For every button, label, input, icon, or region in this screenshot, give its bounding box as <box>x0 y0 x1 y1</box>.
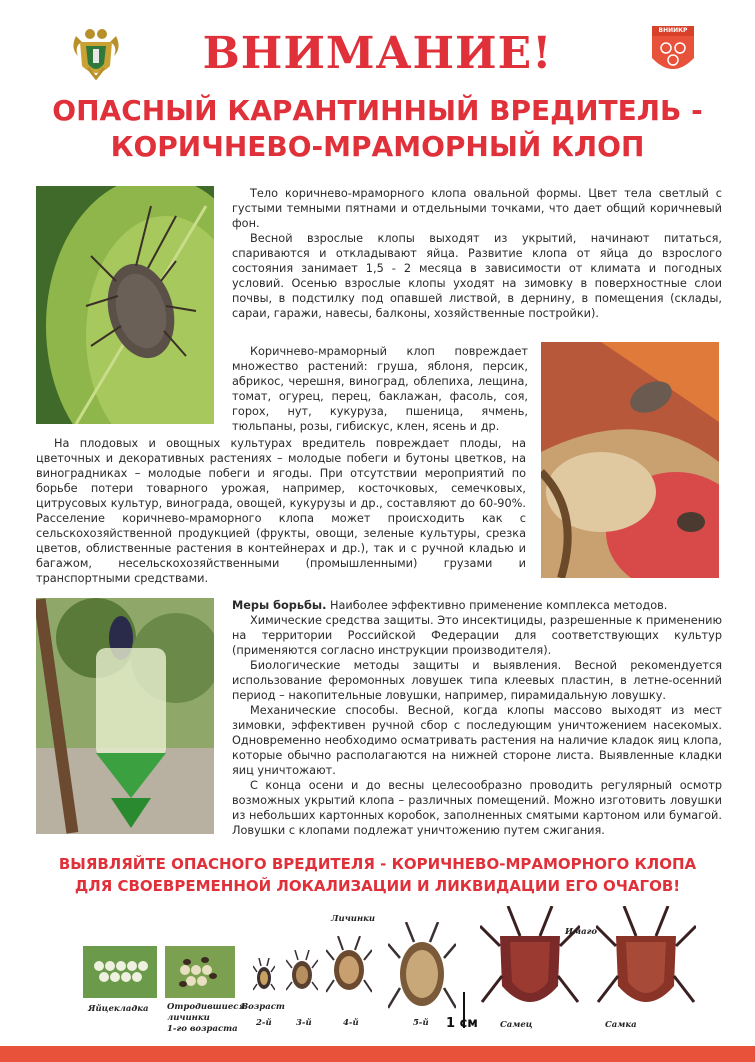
label-stage-3: 3-й <box>296 1018 312 1028</box>
plants-text <box>232 344 528 434</box>
label-imago: Имаго <box>565 927 598 937</box>
intro-paragraph: Весной взрослые клопы выходят из укрытий, начинают питаться, спариваются и откладывают яйца. Развитие клопа от яйца до взрослого состояния занимает 1,5 - 2 месяца в зависимости от климата и погодных условий. Осенью взрослые клопы уходят на зимовку в поверхностные слои почвы, в подстилку под опавшей листвой, в дернину, в помещения (склады, сараи, гаражи, навесы, балконы, хозяйственные постройки). <box>232 232 722 320</box>
nymph-stage-3-icon <box>286 950 318 994</box>
measures-heading: Меры борьбы. <box>232 599 327 612</box>
measures-lead: Наиболее эффективно применение комплекса методов. <box>330 599 668 612</box>
nymph-stage-5-icon <box>388 922 456 1014</box>
label-male: Самец <box>500 1020 533 1030</box>
intro-paragraph: Тело коричнево-мраморного клопа овальной формы. Цвет тела светлый с густыми темными пятнами и отдельными точками, что дает общий коричневый фон. <box>232 187 722 230</box>
damage-paragraph: На плодовых и овощных культурах вредитель повреждает плоды, на цветочных и декоративных растениях – молодые побеги и бутоны цветков, на виноградниках – молодые побеги и ягоды. При отсутствии мероприятий по борьбе потери товарного урожая, например, косточковых, семечковых, цитрусовых культур, винограда, овощей, кукурузы и др., составляют до 60-90%. Расселение коричнево-мраморного клопа может происходить как с сельскохозяйственной продукцией (фрукты, овощи, зеленые культуры, срезка цветов, облиственные растения в контейнерах и др.), так и с ручной кладью и багажом, несельскохозяйственными (промышленными) грузами и транспортными средствами. <box>36 437 526 585</box>
plants-paragraph: Коричнево-мраморный клоп повреждает множество растений: груша, яблоня, персик, абрикос, черешня, виноград, облепиха, лещина, томат, огурец, перец, баклажан, фасоль, соя, горох, нут, кукуруза, пшеница, ячмень, тюльпаны, розы, гибискус, клен, ясень и др. <box>232 345 528 433</box>
title-line-2: КОРИЧНЕВО-МРАМОРНЫЙ КЛОП <box>110 130 645 163</box>
photo-bug-on-leaf <box>36 186 214 424</box>
egg-cluster-photo <box>83 946 157 998</box>
label-female: Самка <box>605 1020 637 1030</box>
nymph-stage-2-icon <box>253 958 275 994</box>
label-hatched <box>167 1002 245 1035</box>
attention-heading: ВНИМАНИЕ! <box>202 28 553 79</box>
adult-male-icon <box>480 906 580 1024</box>
photo-bug-on-fruit <box>541 342 719 578</box>
label-age: Возраст <box>241 1002 285 1012</box>
bottom-bar <box>0 1046 755 1062</box>
title-line-1: ОПАСНЫЙ КАРАНТИННЫЙ ВРЕДИТЕЛЬ - <box>52 94 703 127</box>
label-nymphs: Личинки <box>331 914 376 924</box>
logo-text: ВНИИКР <box>658 27 688 34</box>
measures-paragraph: С конца осени и до весны целесообразно проводить регулярный осмотр возможных укрытий клопа – различных помещений. Можно изготовить ловушки из небольших картонных коробок, заполненных смятыми картоном или бумагой. Ловушки с клопами подлежат уничтожению путем сжигания. <box>232 779 722 837</box>
photo-trap-vineyard <box>36 598 214 834</box>
label-stage-5: 5-й <box>413 1018 429 1028</box>
label-hatched-line-2: личинки <box>167 1013 210 1023</box>
nymph-stage-4-icon <box>326 936 372 996</box>
page-title <box>10 93 745 165</box>
label-hatched-line-1: Отродившиеся <box>167 1002 246 1012</box>
label-egg: Яйцекладка <box>88 1004 149 1014</box>
label-stage-4: 4-й <box>343 1018 359 1028</box>
hatched-nymphs-photo <box>165 946 235 998</box>
damage-text <box>36 436 526 586</box>
measures-paragraph: Химические средства защиты. Это инсектициды, разрешенные к применению на территории Российской Федерации для соответствующих культур (применяются согласно инструкции производителя). <box>232 614 722 657</box>
slogan-line-2: ДЛЯ СВОЕВРЕМЕННОЙ ЛОКАЛИЗАЦИИ И ЛИКВИДАЦИИ ЕГО ОЧАГОВ! <box>74 877 681 895</box>
adult-female-icon <box>596 906 696 1024</box>
scale-label: 1 см <box>446 1016 478 1031</box>
label-stage-2: 2-й <box>256 1018 272 1028</box>
label-hatched-line-3: 1-го возраста <box>167 1024 238 1034</box>
measures-paragraph: Биологические методы защиты и выявления. Весной рекомендуется использование феромонных ловушек типа клеевых пластин, в летне-осенний период – накопительные ловушки, например, пирамидальную ловушку. <box>232 659 722 702</box>
slogan-line-1: ВЫЯВЛЯЙТЕ ОПАСНОГО ВРЕДИТЕЛЯ - КОРИЧНЕВО-МРАМОРНОГО КЛОПА <box>58 855 697 873</box>
measures-paragraph: Механические способы. Весной, когда клопы массово выходят из мест зимовки, эффективен ручной сбор с последующим уничтожением насекомых. Одновременно необходимо осматривать растения на наличие кладок яиц клопа, которые обычно располагаются на нижней стороне листа. Выявленные кладки яиц уничтожают. <box>232 704 722 777</box>
intro-text <box>232 186 722 321</box>
slogan <box>10 853 745 897</box>
measures-text <box>232 598 722 838</box>
